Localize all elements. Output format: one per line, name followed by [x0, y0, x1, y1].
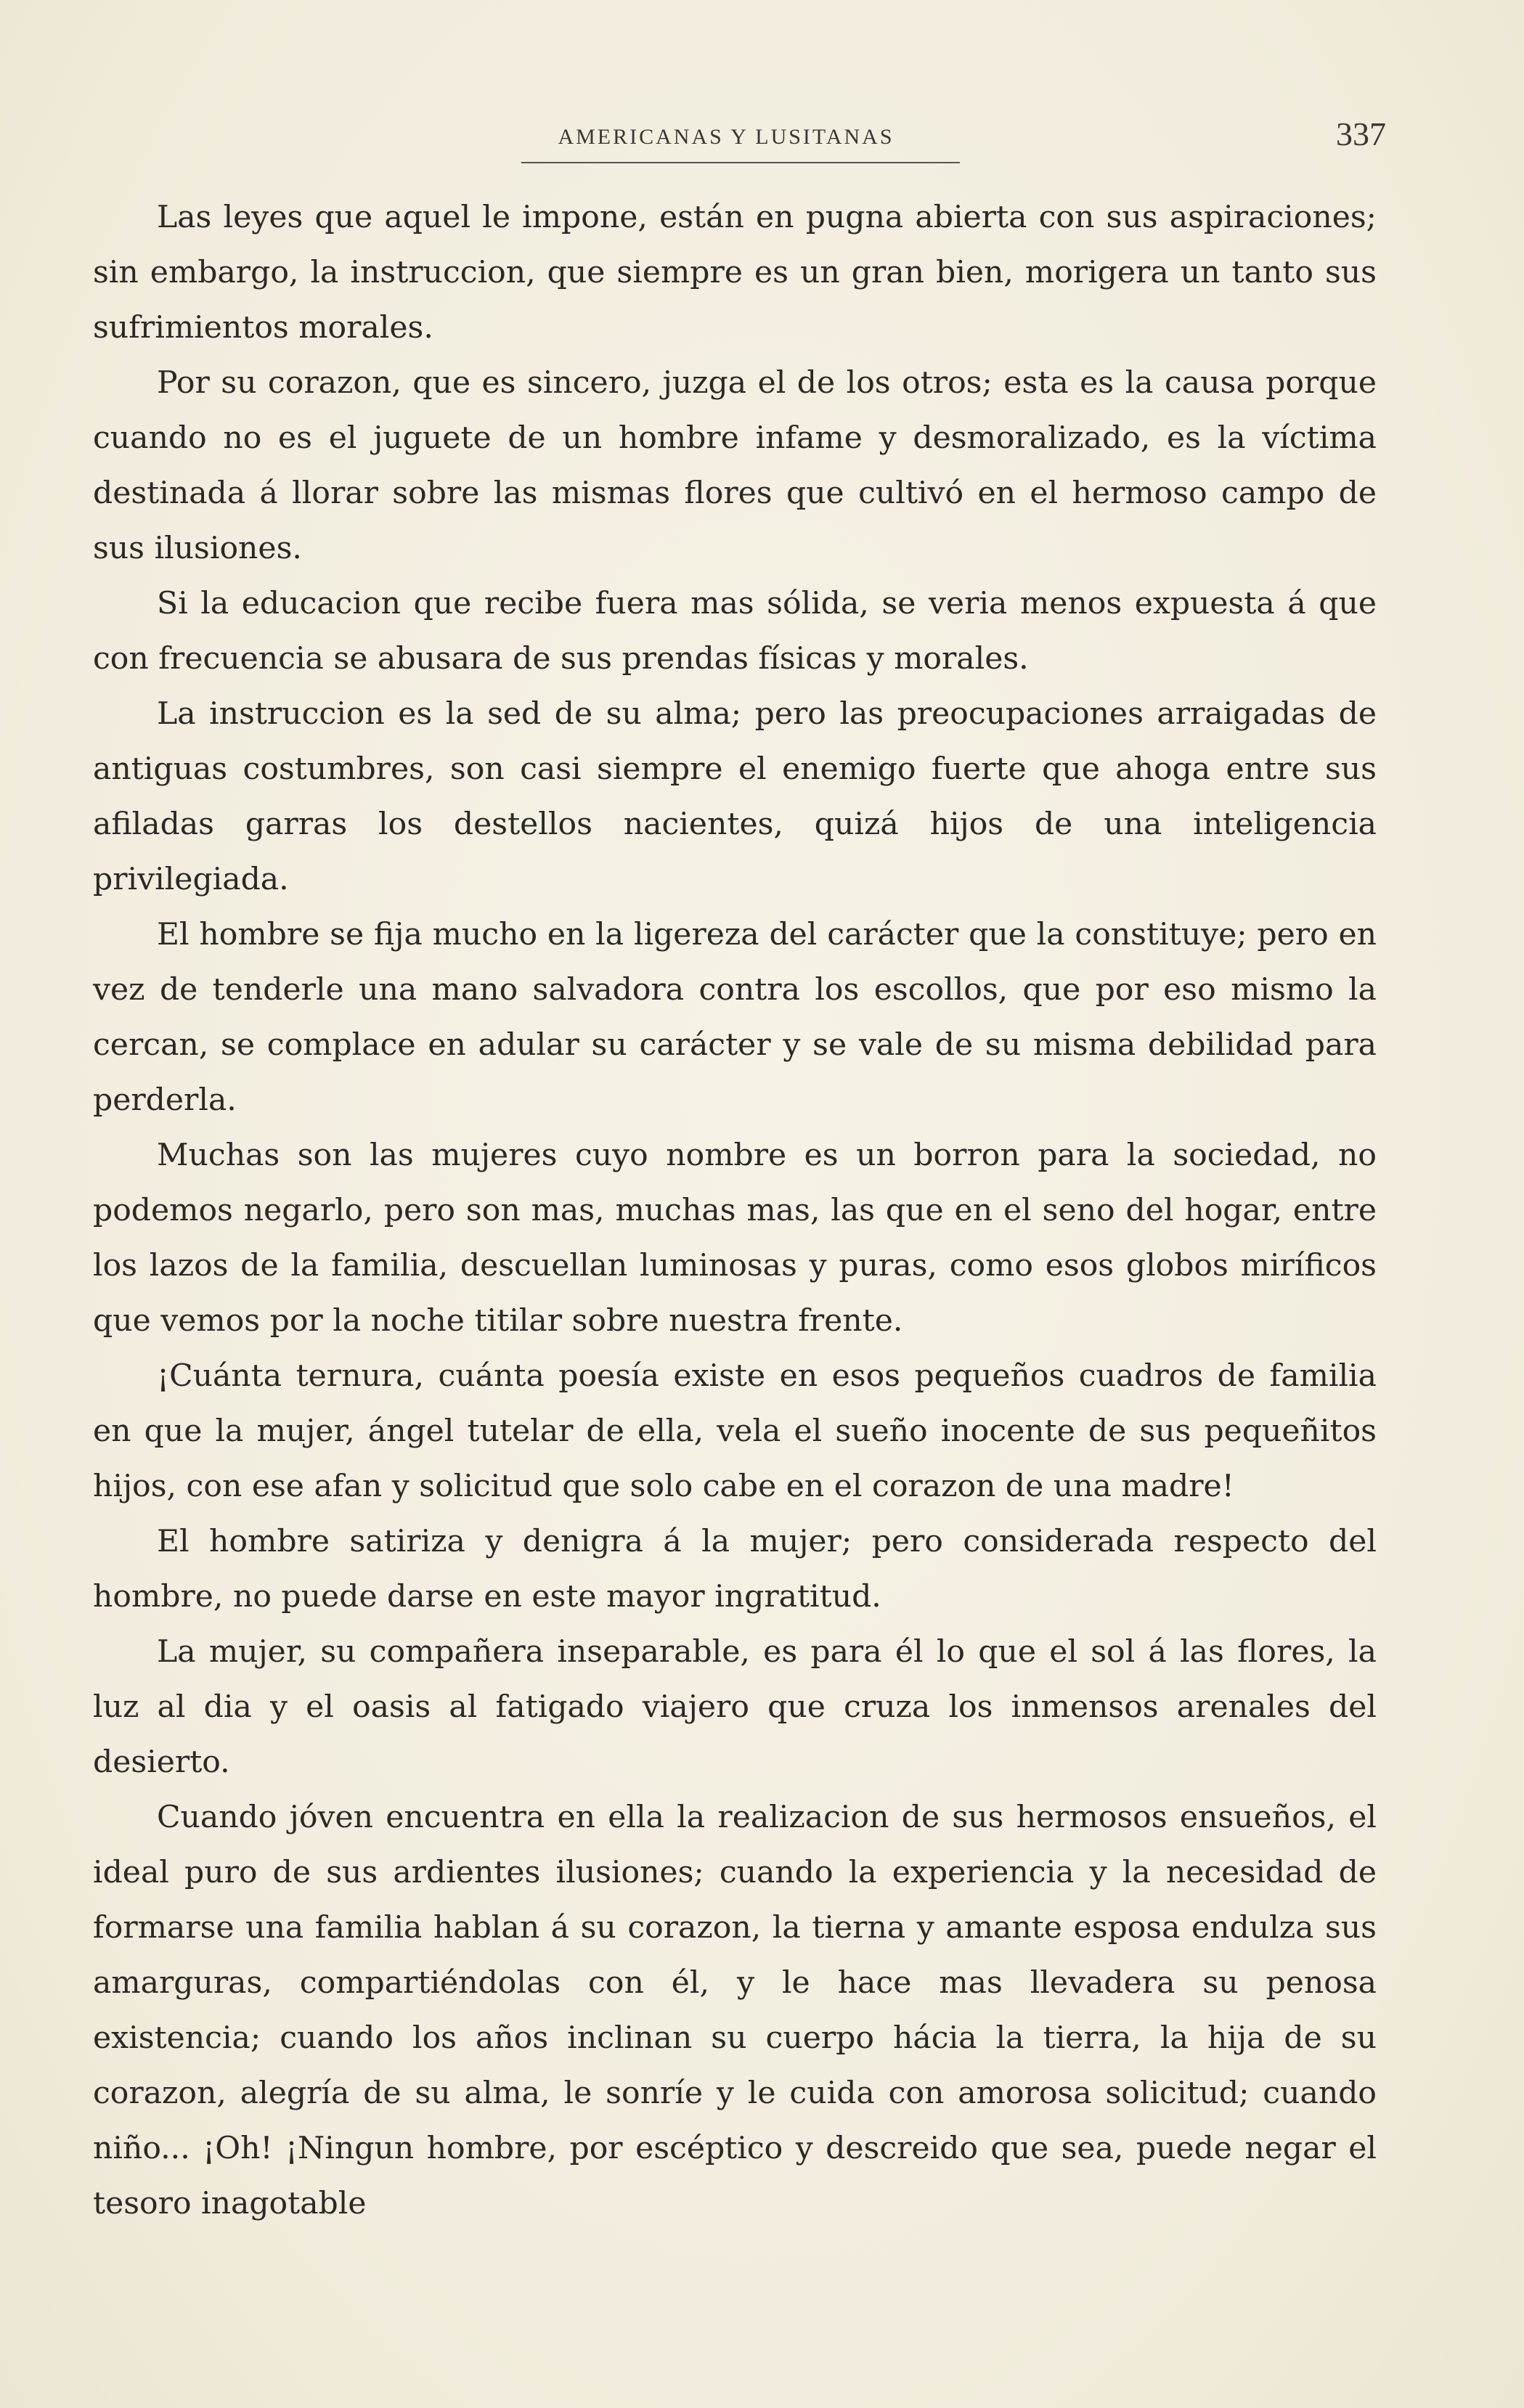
running-title: AMERICANAS Y LUSITANAS — [558, 125, 895, 149]
paragraph: ¡Cuánta ternura, cuánta poesía existe en esos pequeños cuadros de familia en que la mujer, ángel tutelar de ella, vela el sueño inocente de sus pequeñitos hijos, con ese afan y solicitud que solo cabe en el corazon de una madre! — [93, 1358, 1377, 1504]
body-text — [93, 190, 1377, 2232]
page-number: 337 — [1336, 115, 1386, 152]
paragraph: Muchas son las mujeres cuyo nombre es un borron para la sociedad, no podemos negarlo, pero son mas, muchas mas, las que en el seno del hogar, entre los lazos de la familia, descuellan luminosas y puras, como esos globos miríficos que vemos por la noche titilar sobre nuestra frente. — [93, 1138, 1377, 1339]
paragraph: La mujer, su compañera inseparable, es para él lo que el sol á las flores, la luz al dia y el oasis al fatigado viajero que cruza los inmensos arenales del desierto. — [93, 1634, 1377, 1780]
paragraph: El hombre satiriza y denigra á la mujer; pero considerada respecto del hombre, no puede darse en este mayor ingratitud. — [93, 1524, 1377, 1615]
paragraph: La instruccion es la sed de su alma; pero las preocupaciones arraigadas de antiguas costumbres, son casi siempre el enemigo fuerte que ahoga entre sus afiladas garras los destellos nacientes, quizá hijos de una inteligencia privilegiada. — [93, 696, 1377, 897]
paragraph: Las leyes que aquel le impone, están en pugna abierta con sus aspiraciones; sin embargo, la instruccion, que siempre es un gran bien, morigera un tanto sus sufrimientos morales. — [93, 200, 1377, 346]
paragraph: El hombre se fija mucho en la ligereza del carácter que la constituye; pero en vez de tenderle una mano salvadora contra los escollos, que por eso mismo la cercan, se complace en adular su carácter y se vale de su misma debilidad para perderla. — [93, 917, 1377, 1118]
paragraph: Cuando jóven encuentra en ella la realizacion de sus hermosos ensueños, el ideal puro de sus ardientes ilusiones; cuando la experiencia y la necesidad de formarse una familia hablan á su corazon, la tierna y amante esposa endulza sus amarguras, compartiéndolas con él, y le hace mas llevadera su penosa existencia; cuando los años inclinan su cuerpo hácia la tierra, la hija de su corazon, alegría de su alma, le sonríe y le cuida con amorosa solicitud; cuando niño... ¡Oh! ¡Ningun hombre, por escéptico y descreido que sea, puede negar el tesoro inagotable — [93, 1800, 1377, 2221]
paragraph: Por su corazon, que es sincero, juzga el de los otros; esta es la causa porque cuando no es el juguete de un hombre infame y desmoralizado, es la víctima destinada á llorar sobre las mismas flores que cultivó en el hermoso campo de sus ilusiones. — [93, 365, 1377, 566]
paragraph: Si la educacion que recibe fuera mas sólida, se veria menos expuesta á que con frecuencia se abusara de sus prendas físicas y morales. — [93, 586, 1377, 677]
header-rule — [521, 162, 960, 163]
